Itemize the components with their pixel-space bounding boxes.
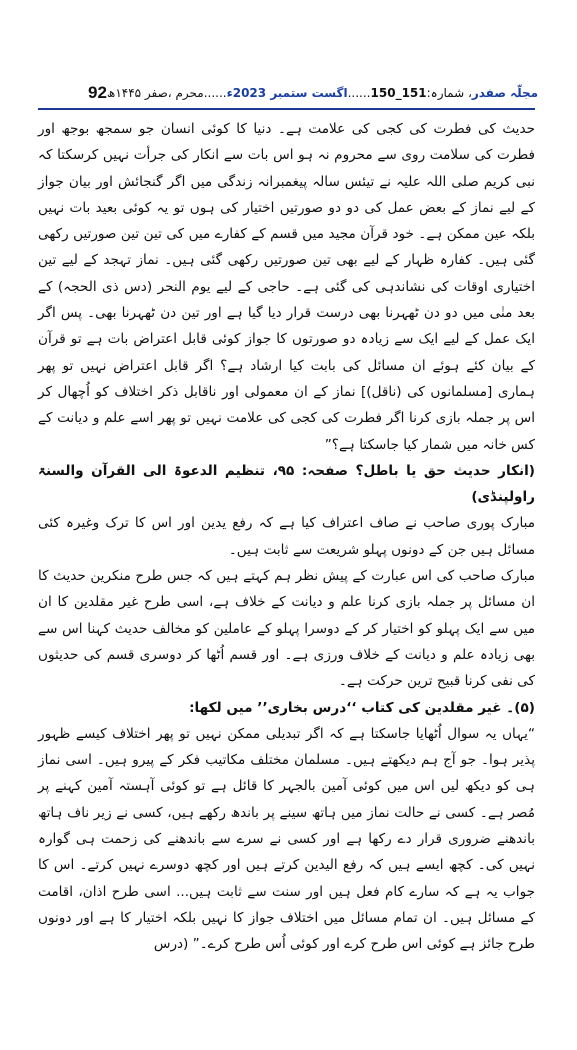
page-header xyxy=(38,80,539,106)
journal-name: مجلّہ صفدر xyxy=(471,86,539,100)
hijri-date: ......محرم ،صفر ۱۴۴۵ھ xyxy=(106,86,227,100)
paragraph-1: حدیث کی فطرت کی کجی کی علامت ہے۔ دنیا کا کوئی انسان جو سمجھ بوجھ اور فطرت کی سلامت روی سے محروم نہ ہو اس بات سے انکار کی جرأت نہیں کرسکتا کہ نبی کریم صلی اللہ علیہ نے تیئس سالہ پیغمبرانہ زندگی میں اگر گنجائش اور بیان جواز کے لیے نماز کے بعض عمل کی دو دو صورتیں اختیار کی ہوں تو یہ کوئی بعید بات نہیں بلکہ عین ممکن ہے۔ خود قرآن مجید میں قسم کے کفارے میں کی تین تین صورتیں رکھی گئی ہیں۔ کفارہ ظہار کے لیے بھی تین صورتیں رکھی گئی ہیں۔ نماز تہجد کے لیے تین اختیاری اوقات کی نشاندہی کی گئی ہے۔ حاجی کے لیے یوم النحر (دس ذی الحجہ) کے بعد منٰی میں دو دن ٹھہرنا بھی درست قرار دیا گیا ہے اور تین دن ٹھہرنا بھی۔ پس اگر ایک عمل کے لیے ایک سے زیادہ دو صورتوں کا جواز کوئی قابل اعتراض بات ہے تو قرآن کے بیان کئے ہوئے ان مسائل کی بابت کیا ارشاد ہے؟ اگر قابل اعتراض نہیں تو پھر ہماری [مسلمانوں کی (ناقل)] نماز کے ان معمولی اور ناقابل ذکر اختلاف کو اُچھال کر اس پر جملہ بازی کرنا اگر فطرت کی کجی کی علامت نہیں تو پھر اسے علم و دیانت کے کس خانہ میں شمار کیا جاسکتا ہے؟” xyxy=(38,121,535,453)
page-number: 92 xyxy=(88,83,107,102)
running-head xyxy=(107,86,538,100)
paragraph-2: مبارک پوری صاحب نے صاف اعتراف کیا ہے کہ رفع یدین اور اس کا ترک وغیرہ کئی مسائل ہیں جن کے دونوں پہلو شریعت سے ثابت ہیں۔ xyxy=(38,515,535,558)
header-rule xyxy=(38,108,535,110)
citation: (انکار حدیث حق یا باطل؟ صفحہ: ۹۵، تنظیم الدعوۃ الی القرآن والسنۃ راولپنڈی) xyxy=(38,462,535,506)
paragraph-4: “یہاں یہ سوال اُٹھایا جاسکتا ہے کہ اگر تبدیلی ممکن نہیں تو پھر اختلاف کیسے ظہور پذیر ہوا۔ جو آج ہم دیکھتے ہیں۔ مسلمان مختلف مکاتیب فکر کے پیرو ہیں۔ اسی نماز ہی کو دیکھ لیں اس میں کوئی آمین بالجہر کا قائل ہے تو کوئی آہستہ آمین کہنے پر مُصر ہے۔ کسی نے حالت نماز میں ہاتھ سینے پر باندھ رکھے ہیں، کسی نے زیر ناف ہاتھ باندھنے ضروری قرار دے رکھا ہے اور کسی نے سرے سے باندھنے کی زحمت ہی گوارہ نہیں کی۔ کچھ ایسے ہیں کہ رفع الیدین کرتے ہیں اور کچھ دوسرے نہیں کرتے۔ اس کا جواب یہ ہے کہ سارے کام فعل ہیں اور سنت سے ثابت ہیں... اسی طرح اذان، اقامت کے مسائل ہیں۔ ان تمام مسائل میں اختلاف جواز کا نہیں بلکہ اختیار کا ہے اور دونوں طرح جائز ہے کوئی اس طرح کرے اور کوئی اُس طرح کرے۔” (درس xyxy=(38,725,535,953)
issue-month: اگست ستمبر 2023ء xyxy=(226,86,348,100)
issue-label: ، شمارہ: xyxy=(426,86,472,100)
header-dots: ...... xyxy=(347,86,371,100)
paragraph-3: مبارک صاحب کی اس عبارت کے پیش نظر ہم کہتے ہیں کہ جس طرح منکرین حدیث کا ان مسائل پر جملہ بازی کرنا علم و دیانت کے خلاف ہے، اسی طرح غیر مقلدین کا ان میں سے ایک پہلو کو اختیار کر کے دوسرا پہلو کے عاملین کو مخالف حدیث کہنا اس سے بھی زیادہ علم و دیانت کے خلاف ورزی ہے۔ اور قسم اُٹھا کر دوسری قسم کی حدیثوں کی نفی کرنا قبیح ترین حرکت ہے۔ xyxy=(38,568,535,690)
issue-numbers: 151_150 xyxy=(370,86,427,100)
article-body xyxy=(38,116,535,958)
section-heading: (۵)۔ غیر مقلدین کی کتاب ‘‘درس بخاری’’ میں لکھا: xyxy=(189,699,535,716)
